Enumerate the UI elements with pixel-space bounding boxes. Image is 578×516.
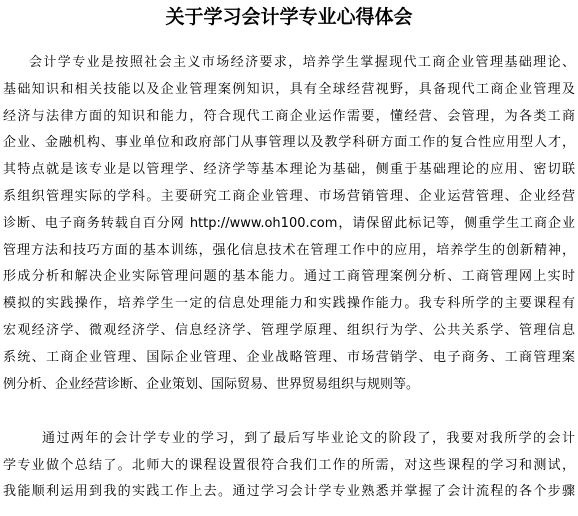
paragraph-1-line: 模拟的实践操作，培养学生一定的信息处理能力和实践操作能力。我专科所学的主要课程有	[3, 296, 575, 312]
paragraph-1-line: 其特点就是该专业是以管理学、经济学等基本理论为基础，侧重于基础理论的应用、密切联	[3, 162, 575, 178]
document-title: 关于学习会计学专业心得体会	[165, 6, 413, 28]
paragraph-2	[0, 428, 578, 508]
paragraph-1-line: 系统、工商企业管理、国际企业管理、企业战略管理、市场营销学、电子商务、工商管理案	[3, 349, 575, 365]
paragraph-2-line: 学专业做个总结了。北师大的课程设置很符合我们工作的所需，对这些课程的学习和测试，	[3, 457, 575, 473]
paragraph-1-line: 基础知识和相关技能以及企业管理案例知识，具有全球经营视野，具备现代工商企业管理及	[3, 81, 575, 97]
paragraph-1-line: 形成分析和解决企业实际管理问题的基本能力。通过工商管理案例分析、工商管理网上实时	[3, 269, 575, 285]
paragraph-1-line: 企业、金融机构、事业单位和政府部门从事管理以及教学科研方面工作的复合性应用型人才，	[3, 135, 575, 151]
paragraph-1-line: 诊断、电子商务转载自百分网 http://www.oh100.com，请保留此标记等，侧重学生工商企业	[3, 215, 575, 231]
paragraph-1-line: 管理方法和技巧方面的基本训练，强化信息技术在管理工作中的应用，培养学生的创新精神，	[3, 242, 575, 258]
paragraph-1-line: 宏观经济学、微观经济学、信息经济学、管理学原理、组织行为学、公共关系学、管理信息	[3, 322, 575, 338]
paragraph-2-line: 通过两年的会计学专业的学习，到了最后写毕业论文的阶段了，我要对我所学的会计	[42, 431, 575, 446]
paragraph-1	[0, 52, 578, 400]
paragraph-1-line: 例分析、企业经营诊断、企业策划、国际贸易、世界贸易组织与规则等。	[3, 376, 420, 392]
paragraph-1-line: 系组织管理实际的学科。主要研究工商企业管理、市场营销管理、企业运营管理、企业经营	[3, 188, 575, 204]
paragraph-1-line: 经济与法律方面的知识和能力，符合现代工商企业运作需要，懂经营、会管理，为各类工商	[3, 108, 575, 124]
paragraph-1-line: 会计学专业是按照社会主义市场经济要求，培养学生掌握现代工商企业管理基础理论、	[29, 55, 575, 70]
paragraph-2-line: 我能顺利运用到我的实践工作上去。通过学习会计学专业熟悉并掌握了会计流程的各个步骤	[3, 484, 575, 500]
